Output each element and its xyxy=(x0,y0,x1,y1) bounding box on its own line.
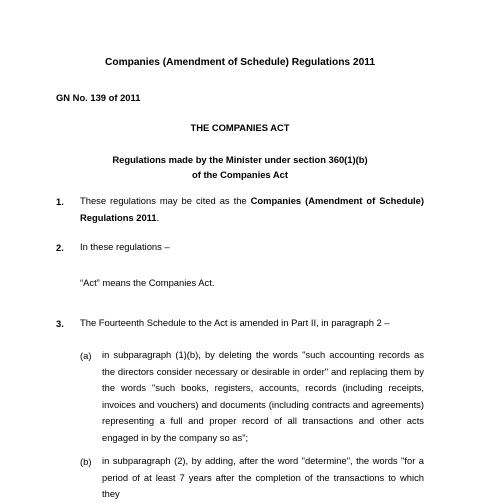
made-by-line-2: of the Companies Act xyxy=(191,169,288,180)
paragraph-3-text: The Fourteenth Schedule to the Act is amended in Part II, in paragraph 2 – xyxy=(80,317,390,328)
subparagraph-b-label: (b) xyxy=(80,456,92,467)
paragraph-1 xyxy=(80,193,424,226)
paragraph-1-number: 1. xyxy=(56,196,64,207)
subparagraph-a-text: in subparagraph (1)(b), by deleting the words "such accounting records as the directors consider necessary or desirable in order" and replacing them by the words "such books, registers, accounts, records (including receipts, invoices and vouchers) and documents (including contracts and agreements) representing a full and proper record of all transactions and other acts engaged in by the company so as"; xyxy=(102,349,424,443)
subparagraph-b-text: in subparagraph (2), by adding, after the word "determine", the words "for a period of at least 7 years after the completion of the transactions to which they xyxy=(102,455,424,500)
paragraph-2-definition: “Act” means the Companies Act. xyxy=(80,277,215,288)
made-by-heading xyxy=(0,152,480,182)
subparagraph-a-label: (a) xyxy=(80,350,92,361)
paragraph-2-number: 2. xyxy=(56,242,64,253)
made-by-line-1: Regulations made by the Minister under section 360(1)(b) xyxy=(112,154,368,165)
paragraph-1-bold-citation: Companies (Amendment of Schedule) Regulations 2011 xyxy=(80,195,425,223)
document-title: Companies (Amendment of Schedule) Regulations 2011 xyxy=(104,57,376,68)
paragraph-2-text: In these regulations – xyxy=(80,241,170,252)
paragraph-3-number: 3. xyxy=(56,318,64,329)
paragraph-1-text: These regulations may be cited as the xyxy=(80,195,251,206)
gn-number: GN No. 139 of 2011 xyxy=(56,92,141,103)
paragraph-1-text-end: . xyxy=(156,211,160,223)
act-heading: THE COMPANIES ACT xyxy=(190,122,290,133)
